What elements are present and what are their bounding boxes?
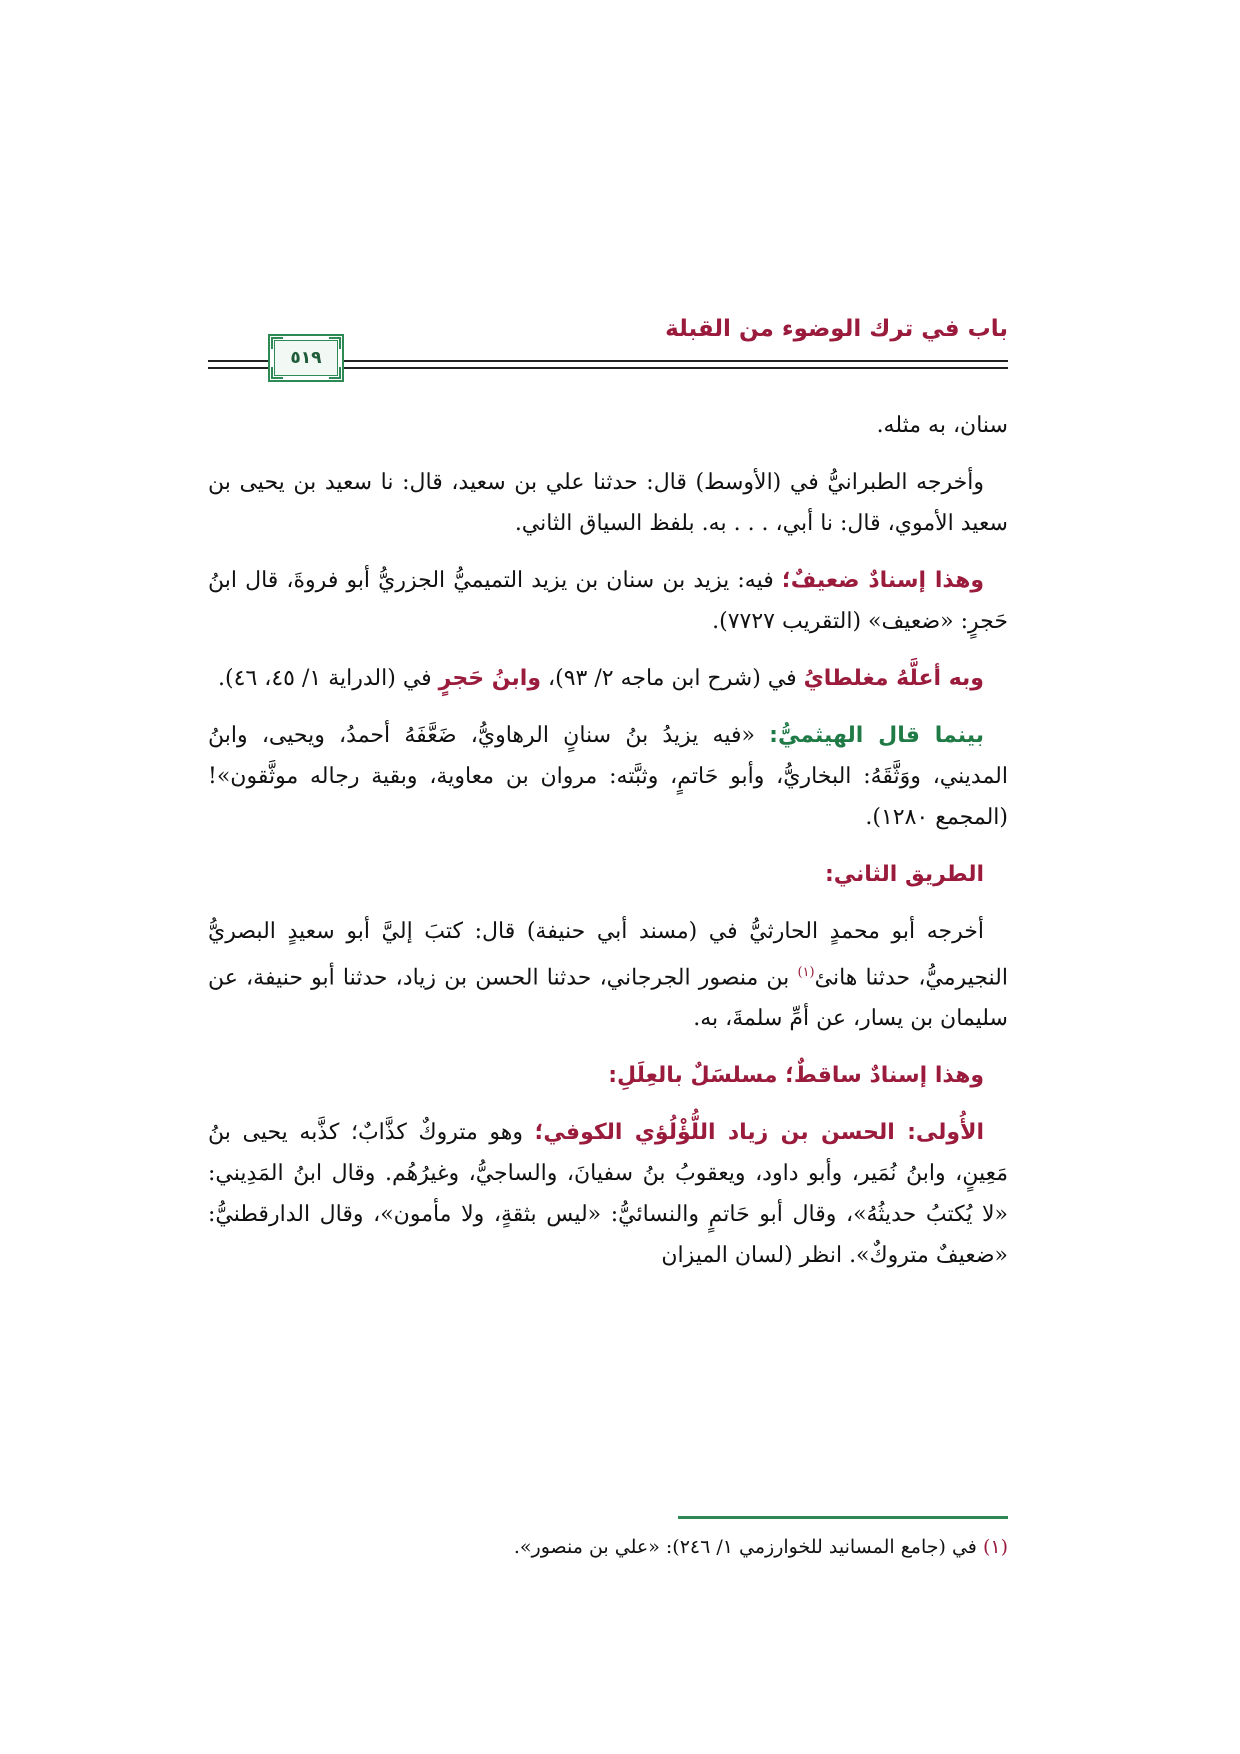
main-text [208, 405, 1008, 1292]
ornament-corner-icon [271, 337, 283, 349]
paragraph-8 [208, 1112, 1008, 1276]
paragraph-5 [208, 715, 1008, 838]
ornament-corner-icon [271, 367, 283, 379]
footnote-mark: (١) [982, 1536, 1008, 1558]
paragraph-5-lead: بينما قال الهيثميُّ: [769, 723, 984, 748]
paragraph-4 [208, 658, 1008, 699]
paragraph-6 [208, 911, 1008, 1039]
page-header [208, 310, 1008, 390]
section-heading: الطريق الثاني: [824, 862, 984, 887]
paragraph-7: وهذا إسنادٌ ساقطٌ؛ مسلسَلٌ بالعِلَلِ: [608, 1063, 984, 1089]
footnote-ref[interactable]: (١) [797, 965, 815, 980]
footnote-text: في (جامع المسانيد للخوارزمي ١/ ٢٤٦): «علي بن منصور». [513, 1536, 983, 1558]
paragraph-4-text: في (الدراية ١/ ٤٥، ٤٦). [218, 666, 439, 691]
paragraph-1: سنان، به مثله. [876, 413, 1008, 438]
paragraph-4-text-mid: في (شرح ابن ماجه ٢/ ٩٣)، [541, 666, 804, 691]
paragraph-3-text: فيه: يزيد بن سنان بن يزيد التميميُّ الجزريُّ أبو فروةَ، قال ابنُ حَجرٍ: «ضعيف» (التقريب ٧٧٢٧). [208, 568, 1008, 634]
paragraph-6-text-b: بن منصور الجرجاني، حدثنا الحسن بن زياد، حدثنا أبو حنيفة، عن سليمان بن يسار، عن أمِّ سلمةَ، به. [208, 965, 1008, 1032]
footnote [208, 1532, 1008, 1562]
paragraph-2: وأخرجه الطبرانيُّ في (الأوسط) قال: حدثنا علي بن سعيد، قال: نا سعيد بن يحيى بن سعيد الأموي، قال: نا أبي، . . . به. بلفظ السياق الثاني. [208, 470, 1008, 536]
paragraph-3-lead: وهذا إسنادٌ ضعيفٌ؛ [781, 568, 984, 593]
paragraph-6-text-a: أخرجه أبو محمدٍ الحارثيُّ في (مسند أبي حنيفة) قال: كتبَ إليَّ أبو سعيدٍ البصريُّ النجيرميُّ، حدثنا هانئ [208, 919, 1008, 991]
footnote-divider [678, 1516, 1008, 1519]
page-number-badge [268, 334, 344, 382]
paragraph-4-lead-2: وابنُ حَجرٍ [438, 666, 542, 691]
ornament-corner-icon [329, 337, 341, 349]
paragraph-8-text: وهو متروكٌ كذَّابٌ؛ كذَّبه يحيى بنُ مَعِينٍ، وابنُ نُمَير، وأبو داود، ويعقوبُ بنُ سفيانَ، والساجيُّ، وغيرُهُم. وقال ابنُ المَدِيني: «لا يُكتبُ حديثُهُ»، وقال أبو حَاتمٍ والنسائيُّ: «ليس بثقةٍ، ولا مأمون»، وقال الدارقطنيُّ: «ضعيفٌ متروكٌ». انظر (لسان الميزان [208, 1120, 1008, 1269]
ornament-corner-icon [329, 367, 341, 379]
paragraph-3 [208, 560, 1008, 642]
chapter-title: باب في ترك الوضوء من القبلة [665, 316, 1008, 342]
paragraph-8-lead: الأُولى: الحسن بن زياد اللُّؤْلُؤي الكوفي؛ [534, 1120, 984, 1146]
paragraph-5-text: «فيه يزيدُ بنُ سنانٍ الرهاويُّ، ضَعَّفَهُ أحمدُ، ويحيى، وابنُ المديني، ووَثَّقَهُ: البخاريُّ، وأبو حَاتمٍ، وثبَّته: مروان بن معاوية، وبقية رجاله موثَّقون»! (المجمع ١٢٨٠). [208, 723, 1008, 830]
paragraph-4-lead: وبه أعلَّهُ مغلطايُ [803, 666, 984, 691]
page-number: ٥١٩ [290, 348, 322, 368]
